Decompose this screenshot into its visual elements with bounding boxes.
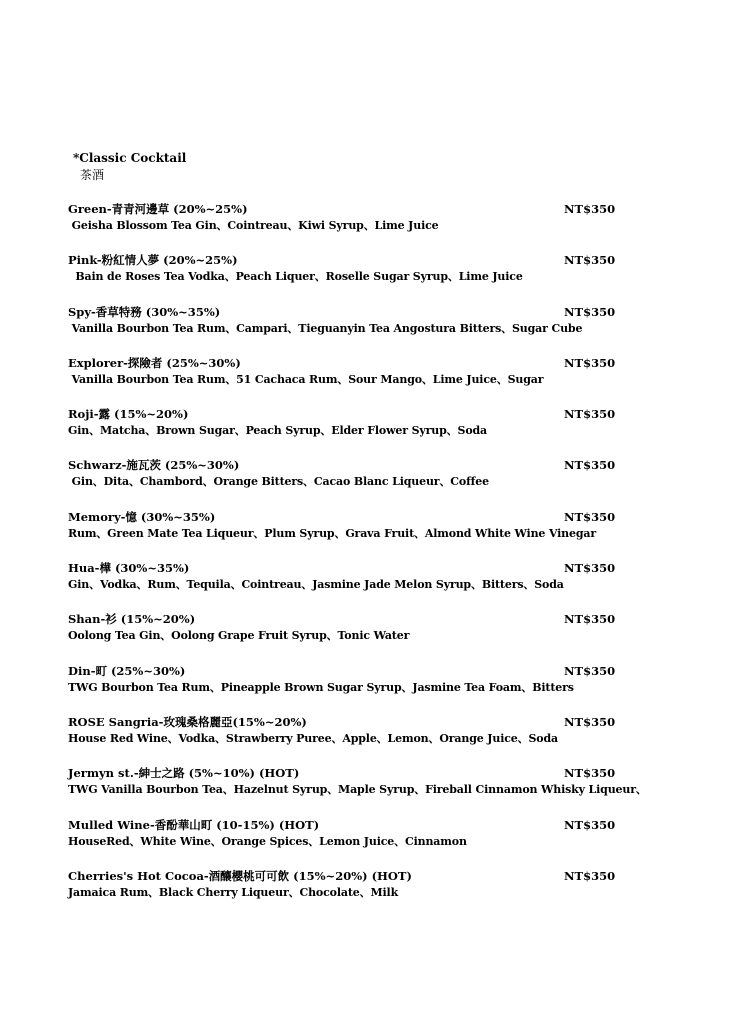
item-price: NT$350 xyxy=(564,304,616,319)
menu-item xyxy=(0,610,730,661)
cocktail-list xyxy=(0,200,730,918)
section-subtitle: 茶酒 xyxy=(80,168,105,182)
item-name: Roji-露 (15%~20%) xyxy=(68,407,189,422)
item-ingredients: Geisha Blossom Tea Gin、Cointreau、Kiwi Syrup、Lime Juice xyxy=(68,219,439,232)
item-name: Mulled Wine-香酚華山町 (10-15%) (HOT) xyxy=(68,817,320,832)
menu-item xyxy=(0,456,730,507)
item-name: Hua-樺 (30%~35%) xyxy=(68,561,190,576)
item-ingredients: TWG Vanilla Bourbon Tea、Hazelnut Syrup、Maple Syrup、Fireball Cinnamon Whisky Liqueur、 xyxy=(68,783,647,797)
item-name: Schwarz-施瓦茨 (25%~30%) xyxy=(68,458,240,473)
item-name: Shan-衫 (15%~20%) xyxy=(68,612,196,627)
item-name: Cherries's Hot Cocoa-酒釀櫻桃可可飲 (15%~20%) (HOT) xyxy=(68,868,412,883)
menu-item xyxy=(0,559,730,610)
menu-item xyxy=(0,405,730,456)
item-ingredients: TWG Bourbon Tea Rum、Pineapple Brown Sugar Syrup、Jasmine Tea Foam、Bitters xyxy=(68,680,574,694)
item-ingredients: Bain de Roses Tea Vodka、Peach Liquer、Roselle Sugar Syrup、Lime Juice xyxy=(68,270,523,284)
menu-item xyxy=(0,200,730,251)
item-price: NT$350 xyxy=(564,509,616,524)
item-price: NT$350 xyxy=(564,766,616,781)
item-ingredients: Rum、Green Mate Tea Liqueur、Plum Syrup、Grava Fruit、Almond White Wine Vinegar xyxy=(68,526,597,540)
item-ingredients: Vanilla Bourbon Tea Rum、Campari、Tieguanyin Tea Angostura Bitters、Sugar Cube xyxy=(68,321,583,335)
item-name: Green-青青河邊草 (20%~25%) xyxy=(68,202,248,216)
item-ingredients: Gin、Matcha、Brown Sugar、Peach Syrup、Elder Flower Syrup、Soda xyxy=(68,424,488,438)
item-price: NT$350 xyxy=(564,817,616,832)
item-price: NT$350 xyxy=(564,868,616,883)
item-price: NT$350 xyxy=(564,561,616,576)
item-price: NT$350 xyxy=(564,355,616,370)
item-ingredients: HouseRed、White Wine、Orange Spices、Lemon Juice、Cinnamon xyxy=(68,834,467,848)
menu-item xyxy=(0,354,730,405)
menu-item xyxy=(0,867,730,918)
item-ingredients: Gin、Vodka、Rum、Tequila、Cointreau、Jasmine Jade Melon Syrup、Bitters、Soda xyxy=(68,578,564,592)
item-name: Spy-香草特務 (30%~35%) xyxy=(68,304,221,319)
menu-item xyxy=(0,662,730,713)
item-ingredients: Jamaica Rum、Black Cherry Liqueur、Chocolate、Milk xyxy=(68,885,399,899)
item-ingredients: House Red Wine、Vodka、Strawberry Puree、Apple、Lemon、Orange Juice、Soda xyxy=(68,731,558,745)
item-price: NT$350 xyxy=(564,458,616,473)
item-ingredients: Oolong Tea Gin、Oolong Grape Fruit Syrup、Tonic Water xyxy=(68,629,410,643)
menu-item xyxy=(0,303,730,354)
menu-item xyxy=(0,508,730,559)
item-price: NT$350 xyxy=(564,202,616,216)
item-name: Explorer-探險者 (25%~30%) xyxy=(68,355,241,370)
item-ingredients: Vanilla Bourbon Tea Rum、51 Cachaca Rum、Sour Mango、Lime Juice、Sugar xyxy=(68,372,544,386)
item-name: Din-町 (25%~30%) xyxy=(68,663,186,678)
item-name: ROSE Sangria-玫瑰桑格麗亞(15%~20%) xyxy=(68,714,307,729)
item-price: NT$350 xyxy=(564,714,616,729)
menu-item xyxy=(0,251,730,302)
item-price: NT$350 xyxy=(564,407,616,422)
menu-item xyxy=(0,816,730,867)
item-price: NT$350 xyxy=(564,663,616,678)
menu-item xyxy=(0,764,730,815)
section-title: *Classic Cocktail xyxy=(73,151,187,165)
item-name: Pink-粉紅情人夢 (20%~25%) xyxy=(68,253,238,268)
item-name: Memory-憶 (30%~35%) xyxy=(68,509,216,524)
item-ingredients: Gin、Dita、Chambord、Orange Bitters、Cacao Blanc Liqueur、Coffee xyxy=(68,475,489,489)
item-price: NT$350 xyxy=(564,253,616,268)
item-name: Jermyn st.-紳士之路 (5%~10%) (HOT) xyxy=(68,766,300,781)
item-price: NT$350 xyxy=(564,612,616,627)
menu-item xyxy=(0,713,730,764)
